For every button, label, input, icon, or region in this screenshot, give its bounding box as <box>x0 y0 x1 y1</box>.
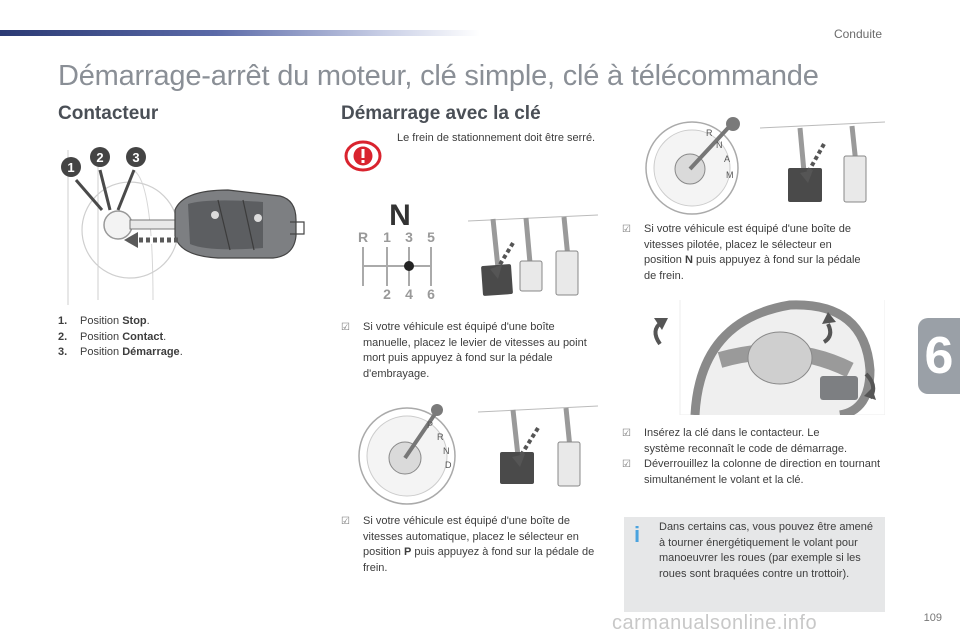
gate-letter: N <box>716 140 723 150</box>
checkbox-bullet-icon: ☑ <box>622 428 631 439</box>
position-item: 3. Position Démarrage. <box>58 346 183 358</box>
checkbox-bullet-icon: ☑ <box>341 516 350 527</box>
gate-letter: N <box>443 446 450 456</box>
parking-brake-warning: Le frein de stationnement doit être serré. <box>397 132 596 144</box>
gear-neutral-letter: N <box>389 199 411 232</box>
gear-label: 2 <box>383 286 391 302</box>
piloted-selector-illustration <box>640 112 750 217</box>
manual-gear-pattern <box>350 195 460 305</box>
gate-letter: R <box>706 128 713 138</box>
header-accent-bar <box>0 30 480 36</box>
callout-2-label: 2 <box>96 150 104 165</box>
manual-gearbox-instruction: ☑ Si votre véhicule est équipé d'une boîte manuelle, placez le levier de vitesses au point mort puis appuyez à fond sur la pédale d'embrayage. <box>341 320 601 382</box>
info-icon: i <box>633 522 641 547</box>
checkbox-bullet-icon: ☑ <box>622 224 631 235</box>
start-steps-list <box>622 426 884 488</box>
page-number: 109 <box>923 612 942 624</box>
watermark: carmanualsonline.info <box>612 612 818 634</box>
checkbox-bullet-icon: ☑ <box>341 322 350 333</box>
gate-letter: M <box>726 170 734 180</box>
gate-letter: D <box>445 460 452 470</box>
page-title: Démarrage-arrêt du moteur, clé simple, clé à télécommande <box>58 60 819 92</box>
ignition-key-illustration <box>58 140 318 310</box>
gear-label: 6 <box>427 286 435 302</box>
list-item: ☑ Insérez la clé dans le contacteur. Le système reconnaît le code de démarrage. <box>622 426 884 457</box>
gear-label: 1 <box>383 229 391 245</box>
automatic-gearbox-instruction: ☑ Si votre véhicule est équipé d'une boîte de vitesses automatique, placez le sélecteur en position P puis appuyez à fond sur la pédale de frein. <box>341 514 603 576</box>
checkbox-bullet-icon: ☑ <box>622 459 631 470</box>
gear-label: 4 <box>405 286 413 302</box>
position-item: 2. Position Contact. <box>58 330 167 343</box>
info-text: Dans certains cas, vous pouvez être amené à tourner énergétiquement le volant pour manoeuvrer les roues (par exemple si les roues sont braquées contre un trottoir). <box>659 521 874 580</box>
chapter-tab: 6 <box>918 318 960 394</box>
gear-label: R <box>357 229 369 245</box>
list-item: ☑ Déverrouillez la colonne de direction en tournant simultanément le volant et la clé. <box>622 457 884 488</box>
callout-1-label: 1 <box>67 160 75 175</box>
automatic-selector-illustration <box>357 398 467 508</box>
heading-contacteur: Contacteur <box>58 103 159 124</box>
steering-wheel-illustration <box>640 300 885 415</box>
gate-letter: P <box>427 420 434 430</box>
key-positions-list <box>58 314 298 361</box>
gear-label: 5 <box>427 229 435 245</box>
callout-3-label: 3 <box>132 150 140 165</box>
pedals-piloted-illustration <box>760 120 885 215</box>
position-item: 1. Position Stop. <box>58 315 150 327</box>
gate-letter: R <box>437 432 444 442</box>
pedals-clutch-illustration <box>468 213 598 303</box>
piloted-gearbox-instruction: ☑ Si votre véhicule est équipé d'une boîte de vitesses pilotée, placez le sélecteur en position N puis appuyez à fond sur la pédale de frein. <box>622 222 884 284</box>
gate-letter: A <box>724 154 731 164</box>
pedals-brake-illustration <box>478 400 598 495</box>
heading-demarrage: Démarrage avec la clé <box>341 103 541 124</box>
section-title: Conduite <box>833 27 882 41</box>
warning-icon <box>343 138 383 174</box>
gear-label: 3 <box>405 229 413 245</box>
